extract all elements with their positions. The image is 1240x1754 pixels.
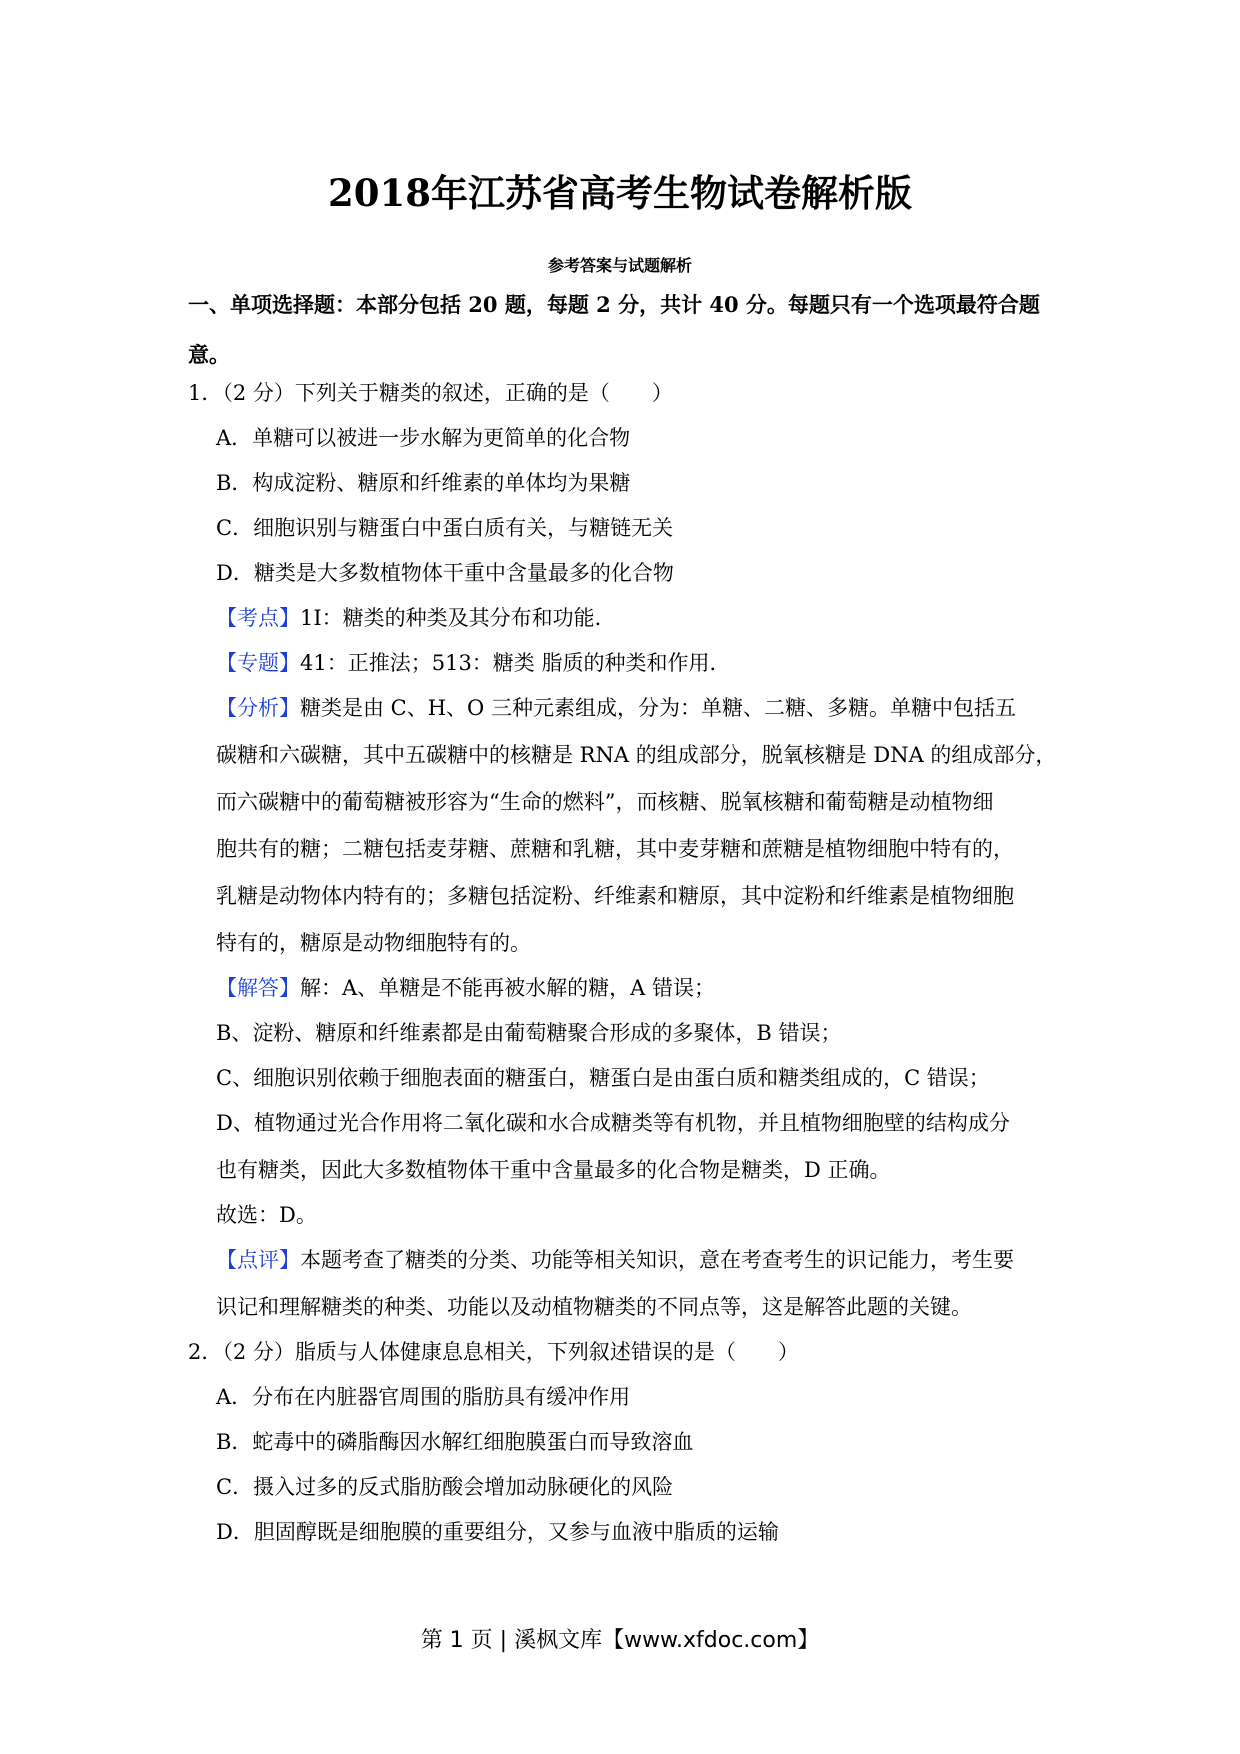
question-1-option-c: C．细胞识别与糖蛋白中蛋白质有关，与糖链无关 (216, 516, 674, 540)
question-2-option-c: C．摄入过多的反式脂肪酸会增加动脉硬化的风险 (216, 1475, 674, 1499)
jieda-line-2: B、淀粉、糖原和纤维素都是由葡萄糖聚合形成的多聚体，B 错误； (216, 1021, 842, 1045)
fenxi-row (216, 693, 1016, 723)
question-1-option-a: A．单糖可以被进一步水解为更简单的化合物 (216, 426, 631, 450)
dianping-row (216, 1245, 1014, 1275)
jieda-line-1: 解：A、单糖是不能再被水解的糖，A 错误； (300, 976, 716, 1000)
dianping-line-1: 本题考查了糖类的分类、功能等相关知识，意在考查考生的识记能力，考生要 (300, 1248, 1014, 1272)
fenxi-line-1: 糖类是由 C、H、O 三种元素组成，分为：单糖、二糖、多糖。单糖中包括五 (300, 696, 1016, 720)
question-2-stem: 2．（2 分）脂质与人体健康息息相关，下列叙述错误的是（ ） (188, 1340, 799, 1364)
page-footer: 第 1 页 | 溪枫文库【www.xfdoc.com】 (420, 1628, 820, 1653)
fenxi-line-5: 乳糖是动物体内特有的；多糖包括淀粉、纤维素和糖原，其中淀粉和纤维素是植物细胞 (216, 884, 1014, 908)
zhuanti-text: 41：正推法；513：糖类 脂质的种类和作用． (300, 651, 731, 675)
dianping-line-2: 识记和理解糖类的种类、功能以及动植物糖类的不同点等，这是解答此题的关键。 (216, 1295, 972, 1319)
jieda-line-4: D、植物通过光合作用将二氧化碳和水合成糖类等有机物，并且植物细胞壁的结构成分 (216, 1111, 1010, 1135)
question-2-option-d: D．胆固醇既是细胞膜的重要组分，又参与血液中脂质的运输 (216, 1520, 779, 1544)
fenxi-tag: 【分析】 (216, 696, 300, 720)
question-1-option-b: B．构成淀粉、糖原和纤维素的单体均为果糖 (216, 471, 631, 495)
kaodian-text: 1I：糖类的种类及其分布和功能． (300, 606, 616, 630)
jieda-line-3: C、细胞识别依赖于细胞表面的糖蛋白，糖蛋白是由蛋白质和糖类组成的，C 错误； (216, 1066, 990, 1090)
fenxi-line-4: 胞共有的糖；二糖包括麦芽糖、蔗糖和乳糖，其中麦芽糖和蔗糖是植物细胞中特有的， (216, 837, 1014, 861)
fenxi-line-3: 而六碳糖中的葡萄糖被形容为“生命的燃料”，而核糖、脱氧核糖和葡萄糖是动植物细 (216, 790, 994, 814)
fenxi-line-6: 特有的，糖原是动物细胞特有的。 (216, 931, 531, 955)
question-2-option-a: A．分布在内脏器官周围的脂肪具有缓冲作用 (216, 1385, 631, 1409)
question-2-option-b: B．蛇毒中的磷脂酶因水解红细胞膜蛋白而导致溶血 (216, 1430, 694, 1454)
jieda-row (216, 973, 715, 1003)
jieda-tag: 【解答】 (216, 976, 300, 1000)
kaodian-row (216, 603, 616, 633)
page-subtitle: 参考答案与试题解析 (547, 256, 692, 275)
zhuanti-tag: 【专题】 (216, 651, 300, 675)
jieda-line-5: 也有糖类，因此大多数植物体干重中含量最多的化合物是糖类，D 正确。 (216, 1158, 891, 1182)
page-title: 2018年江苏省高考生物试卷解析版 (328, 171, 912, 215)
jieda-line-6: 故选：D。 (216, 1203, 317, 1227)
question-1-stem: 1．（2 分）下列关于糖类的叙述，正确的是（ ） (188, 381, 673, 405)
kaodian-tag: 【考点】 (216, 606, 300, 630)
fenxi-line-2: 碳糖和六碳糖，其中五碳糖中的核糖是 RNA 的组成部分，脱氧核糖是 DNA 的组成部分， (216, 743, 1057, 767)
dianping-tag: 【点评】 (216, 1248, 300, 1272)
zhuanti-row (216, 648, 730, 678)
question-1-option-d: D．糖类是大多数植物体干重中含量最多的化合物 (216, 561, 674, 585)
section-heading: 一、单项选择题：本部分包括 20 题，每题 2 分，共计 40 分。每题只有一个选项最符合题意。 (188, 292, 1040, 367)
